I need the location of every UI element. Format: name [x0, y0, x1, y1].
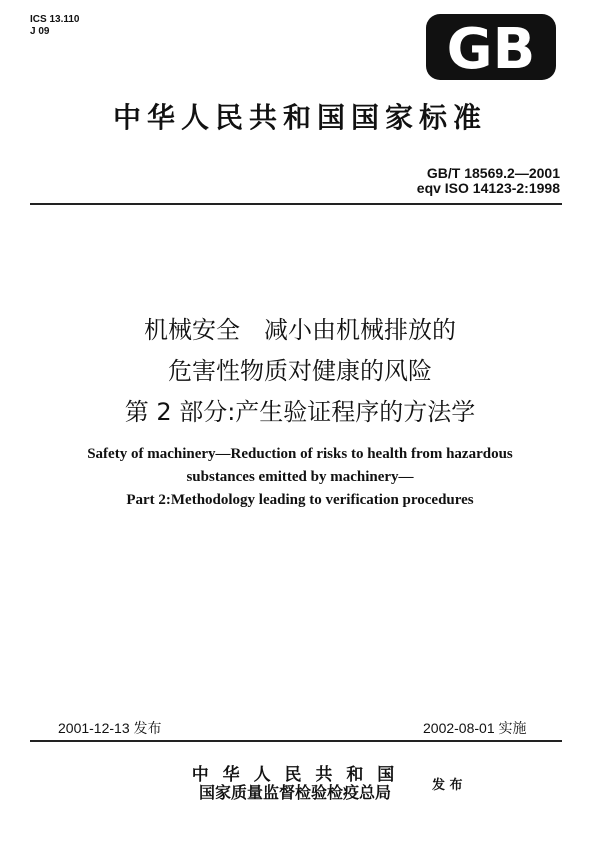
issuer-line2: 国家质量监督检验检疫总局: [198, 783, 391, 802]
issuer-line1: 中 华 人 民 共 和 国: [191, 765, 399, 785]
issue-word: 发 布: [432, 778, 463, 793]
en-title-line2: substances emitted by machinery—: [186, 469, 414, 485]
header-divider: [30, 203, 562, 205]
gb-logo: [426, 14, 556, 80]
en-title-line3: Part 2:Methodology leading to verification procedures: [126, 492, 474, 508]
en-title-line1: Safety of machinery—Reduction of risks to health from hazardous: [87, 446, 513, 462]
cn-title-line2: 危害性物质对健康的风险: [168, 357, 432, 385]
standard-number: GB/T 18569.2—2001: [426, 165, 560, 181]
cn-title-line1: 机械安全 减小由机械排放的: [144, 316, 456, 344]
ics-code: ICS 13.110: [30, 14, 80, 25]
implement-date: 2002-08-01 实施: [423, 720, 527, 736]
ccs-code: J 09: [30, 26, 50, 37]
cn-title-line3: 第 2 部分:产生验证程序的方法学: [124, 398, 476, 426]
classification-codes: [30, 14, 79, 38]
standard-title: 中华人民共和国国家标准: [112, 101, 487, 134]
equivalent-standard: eqv ISO 14123-2:1998: [416, 180, 560, 196]
standard-number-block: [300, 166, 560, 196]
issue-date: 2001-12-13 发布: [58, 720, 162, 736]
gb-logo-text: GB: [446, 17, 536, 80]
footer-divider: [30, 740, 562, 742]
